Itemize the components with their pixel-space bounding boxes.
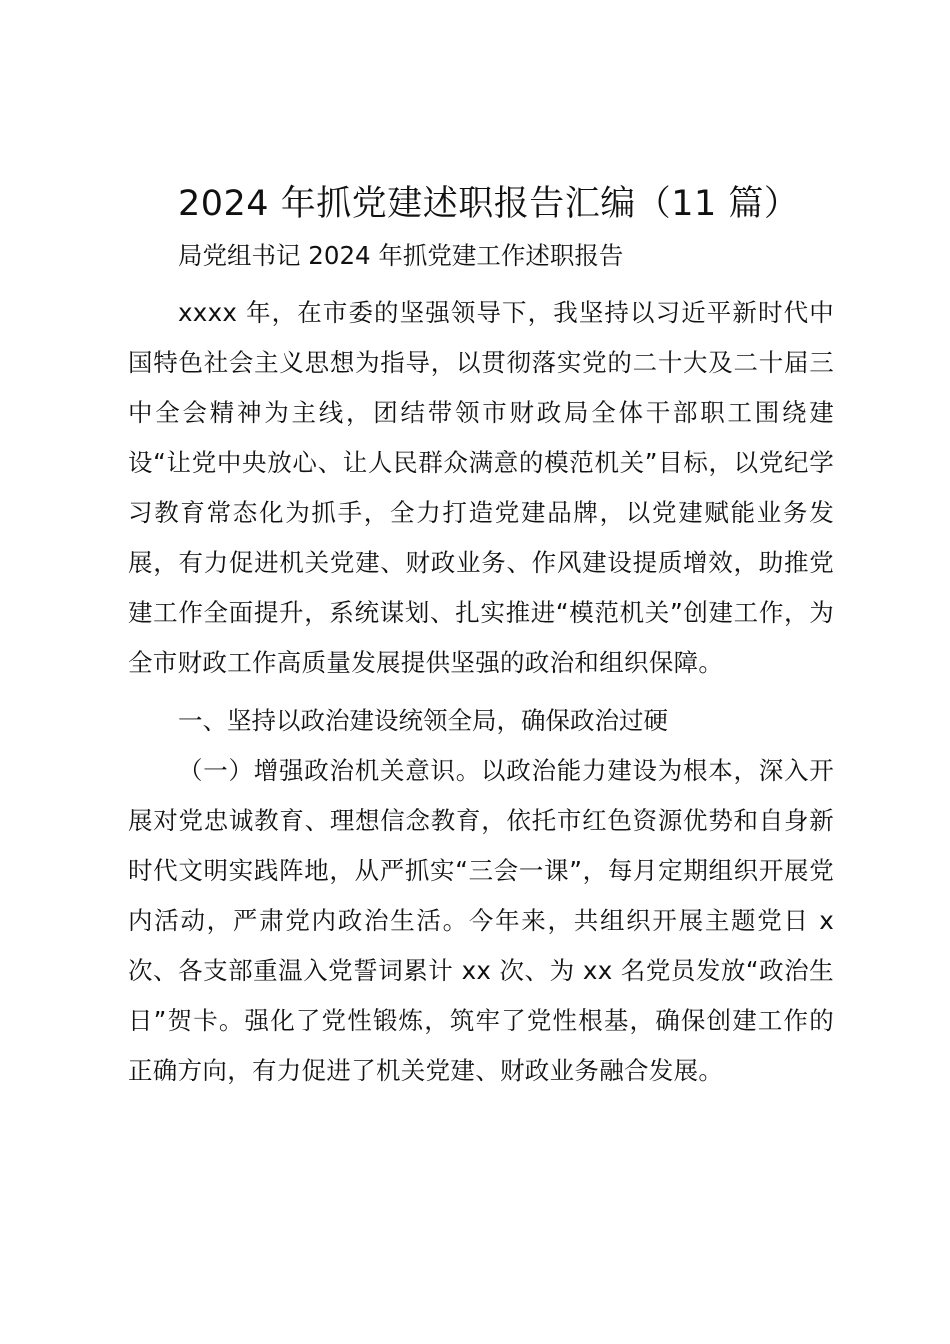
document-title: 2024 年抓党建述职报告汇编（11 篇） [178, 184, 800, 224]
section-paragraph: （一）增强政治机关意识。以政治能力建设为根本，深入开展对党忠诚教育、理想信念教育，依托市红色资源优势和自身新时代文明实践阵地，从严抓实“三会一课”，每月定期组织开展党内活动，严肃党内政治生活。今年来，共组织开展主题党日 x 次、各支部重温入党誓词累计 xx 次、为 xx 名党员发放“政治生日”贺卡。强化了党性锻炼，筑牢了党性根基，确保创建工作的正确方向，有力促进了机关党建、财政业务融合发展。 [128, 756, 834, 1085]
document-subtitle: 局党组书记 2024 年抓党建工作述职报告 [178, 241, 624, 270]
intro-paragraph: xxxx 年，在市委的坚强领导下，我坚持以习近平新时代中国特色社会主义思想为指导，以贯彻落实党的二十大及二十届三中全会精神为主线，团结带领市财政局全体干部职工围绕建设“让党中央放心、让人民群众满意的模范机关”目标，以党纪学习教育常态化为抓手，全力打造党建品牌，以党建赋能业务发展，有力促进机关党建、财政业务、作风建设提质增效，助推党建工作全面提升，系统谋划、扎实推进“模范机关”创建工作，为全市财政工作高质量发展提供坚强的政治和组织保障。 [128, 298, 834, 677]
section-heading: 一、坚持以政治建设统领全局，确保政治过硬 [178, 706, 668, 735]
document-body [128, 176, 834, 1096]
